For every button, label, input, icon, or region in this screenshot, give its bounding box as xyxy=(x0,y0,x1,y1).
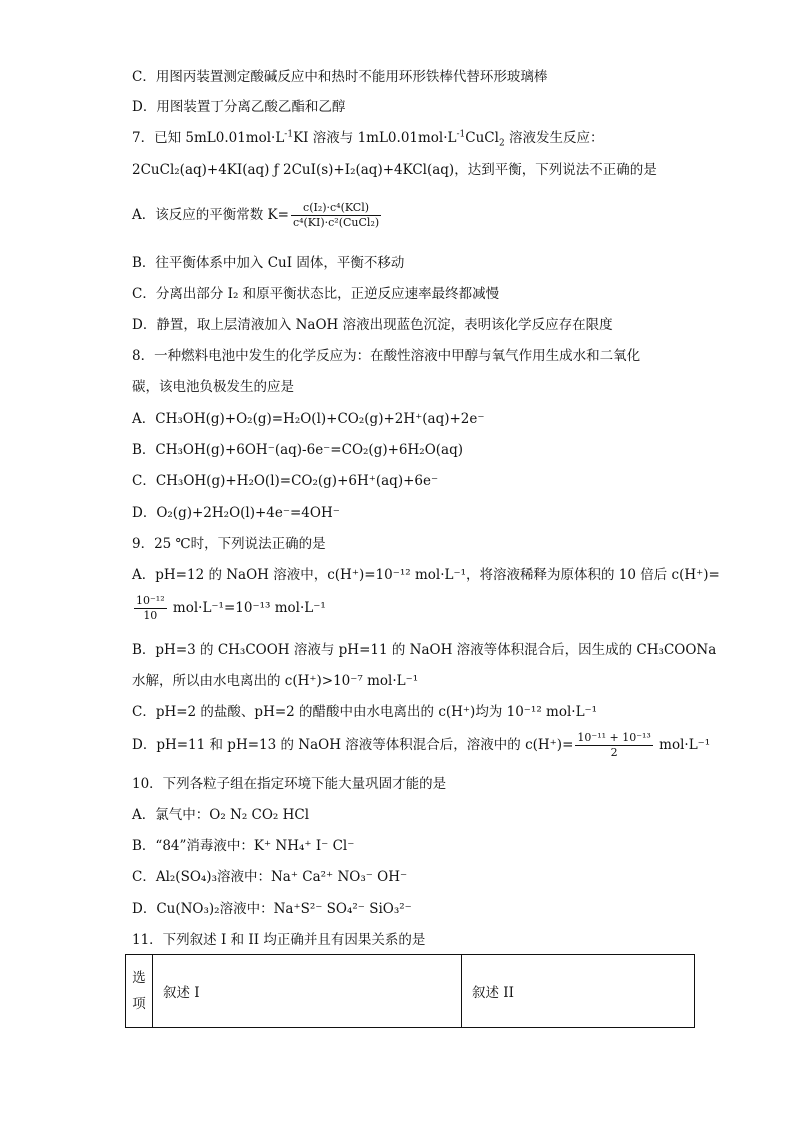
question-8-option-d: D．O₂(g)+2H₂O(l)+4e⁻=4OH⁻ xyxy=(132,505,340,521)
question-10-option-a: A．氯气中：O₂ N₂ CO₂ HCl xyxy=(132,807,310,823)
table-row xyxy=(126,955,695,1028)
question-9-option-d: D．pH=11 和 pH=13 的 NaOH 溶液等体积混合后，溶液中的 c(H⁺)= $\frac{\text{10⁻¹¹ + 10⁻¹³}}{2}$ mol·L⁻¹ xyxy=(132,731,711,759)
question-10-option-c: C．Al₂(SO₄)₃溶液中：Na⁺ Ca²⁺ NO₃⁻ OH⁻ xyxy=(132,869,408,885)
question-9-option-c: C．pH=2 的盐酸、pH=2 的醋酸中由水电离出的 c(H⁺)均为 10⁻¹² mol·L⁻¹ xyxy=(132,704,598,720)
k-denominator: c⁴(KI)·c²(CuCl₂) xyxy=(292,216,380,229)
k-numerator: c(I₂)·c⁴(KCl) xyxy=(291,201,381,216)
table-header-statement-2: 叙述 II xyxy=(462,955,695,1028)
question-7-option-c: C．分离出部分 I₂ 和原平衡状态比，正逆反应速率最终都减慢 xyxy=(132,286,500,302)
question-9-option-a-line1: A．pH=12 的 NaOH 溶液中，c(H⁺)=10⁻¹² mol·L⁻¹，将溶液稀释为原体积的 10 倍后 c(H⁺)= xyxy=(132,567,720,583)
table-header-statement-1: 叙述 I xyxy=(153,955,462,1028)
question-7-equation: 2CuCl₂(aq)+4KI(aq) ƒ 2CuI(s)+I₂(aq)+4KCl(aq)，达到平衡，下列说法不正确的是 xyxy=(132,162,657,178)
question-7-stem: 7．已知 $5mL0.01mol\cdot L^{-1}KI$ 溶液与 $1mL0.01mol\cdot L^{-1}CuCl_2$ 溶液发生反应： xyxy=(132,129,604,149)
question-10-option-b: B．“84”消毒液中：K⁺ NH₄⁺ I⁻ Cl⁻ xyxy=(132,838,355,854)
question-10-stem: 10．下列各粒子组在指定环境下能大量巩固才能的是 xyxy=(132,776,447,792)
question-9-option-b-line1: B．pH=3 的 CH₃COOH 溶液与 pH=11 的 NaOH 溶液等体积混合后，因生成的 CH₃COONa xyxy=(132,642,717,658)
question-7-option-a: A．该反应的平衡常数 K= $\frac{\text{c(I₂)·c⁴(KCl)}}{\text{c⁴(KI)·c²(CuCl₂)}}$ xyxy=(132,201,380,229)
question-8-option-a: A．CH₃OH(g)+O₂(g)=H₂O(l)+CO₂(g)+2H⁺(aq)+2e⁻ xyxy=(132,411,485,427)
question-9-stem: 9．25 ℃时，下列说法正确的是 xyxy=(132,536,326,552)
question-8-stem-2: 碳，该电池负极发生的应是 xyxy=(132,379,294,395)
question-9-option-a-line2: $\frac{\text{10⁻¹²}}{10}$ mol·L⁻¹=10⁻¹³ mol·L⁻¹ xyxy=(136,594,326,622)
question-7-option-d: D．静置，取上层清液加入 NaOH 溶液出现蓝色沉淀，表明该化学反应存在限度 xyxy=(132,317,613,333)
question-8-option-c: C．CH₃OH(g)+H₂O(l)=CO₂(g)+6H⁺(aq)+6e⁻ xyxy=(132,473,439,489)
option-1c: C．用图丙装置测定酸碱反应中和热时不能用环形铁棒代替环形玻璃棒 xyxy=(132,69,548,85)
option-1d: D．用图装置丁分离乙酸乙酯和乙醇 xyxy=(132,99,346,115)
question-8-option-b: B．CH₃OH(g)+6OH⁻(aq)-6e⁻=CO₂(g)+6H₂O(aq) xyxy=(132,442,463,458)
table-header-option: 选项 xyxy=(126,955,153,1028)
question-9-option-b-line2: 水解，所以由水电离出的 c(H⁺)>10⁻⁷ mol·L⁻¹ xyxy=(132,673,419,689)
question-8-stem-1: 8．一种燃料电池中发生的化学反应为：在酸性溶液中甲醇与氧气作用生成水和二氧化 xyxy=(132,348,641,364)
question-10-option-d: D．Cu(NO₃)₂溶液中：Na⁺S²⁻ SO₄²⁻ SiO₃²⁻ xyxy=(132,901,412,917)
question-7-option-b: B．往平衡体系中加入 CuI 固体，平衡不移动 xyxy=(132,255,405,271)
question-11-table xyxy=(125,954,695,1028)
question-11-stem: 11．下列叙述 I 和 II 均正确并且有因果关系的是 xyxy=(132,932,426,948)
